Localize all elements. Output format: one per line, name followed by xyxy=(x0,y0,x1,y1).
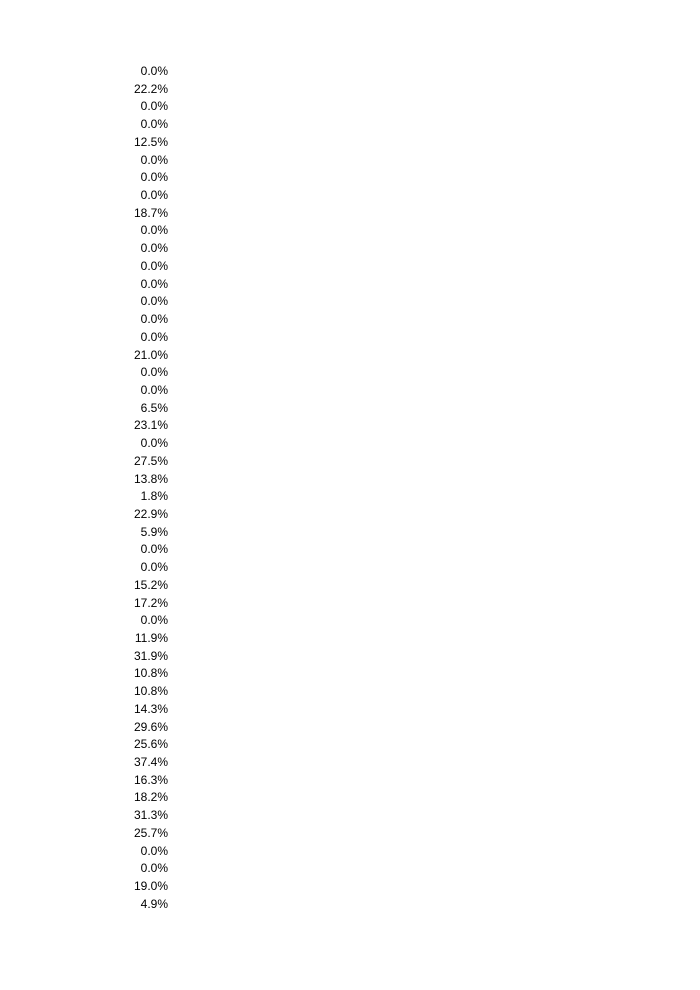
percentage-cell: 0.0% xyxy=(140,365,168,380)
percentage-cell: 11.9% xyxy=(134,631,168,645)
percentage-cell: 37.4% xyxy=(133,755,168,770)
percentage-cell: 12.5% xyxy=(133,134,168,149)
percentage-column xyxy=(100,63,168,914)
percentage-cell: 0.0% xyxy=(140,276,168,291)
percentage-cell: 0.0% xyxy=(140,329,168,344)
percentage-cell: 0.0% xyxy=(140,613,168,628)
percentage-cell: 18.7% xyxy=(133,205,168,220)
percentage-cell: 0.0% xyxy=(140,170,168,185)
percentage-cell: 0.0% xyxy=(140,294,168,309)
percentage-cell: 16.3% xyxy=(133,772,168,787)
percentage-cell: 1.8% xyxy=(140,489,168,504)
percentage-cell: 0.0% xyxy=(140,99,168,114)
percentage-cell: 0.0% xyxy=(140,188,168,203)
percentage-cell: 0.0% xyxy=(140,843,168,858)
percentage-cell: 22.2% xyxy=(133,81,168,96)
percentage-cell: 15.2% xyxy=(133,577,168,592)
percentage-cell: 25.6% xyxy=(133,737,168,752)
percentage-cell: 29.6% xyxy=(133,719,168,734)
percentage-cell: 0.0% xyxy=(140,560,168,575)
percentage-cell: 0.0% xyxy=(140,258,168,273)
percentage-cell: 10.8% xyxy=(133,684,168,699)
percentage-cell: 0.0% xyxy=(140,312,168,327)
percentage-cell: 22.9% xyxy=(133,506,168,521)
percentage-cell: 0.0% xyxy=(140,117,168,132)
percentage-cell: 27.5% xyxy=(133,453,168,468)
percentage-cell: 0.0% xyxy=(140,542,168,557)
percentage-cell: 31.9% xyxy=(133,648,168,663)
percentage-cell: 0.0% xyxy=(140,436,168,451)
percentage-cell: 0.0% xyxy=(140,382,168,397)
percentage-cell: 5.9% xyxy=(140,524,168,539)
percentage-cell: 6.5% xyxy=(140,400,168,415)
percentage-cell: 21.0% xyxy=(133,347,168,362)
percentage-cell: 0.0% xyxy=(140,152,168,167)
percentage-cell: 0.0% xyxy=(140,861,168,876)
percentage-cell: 17.2% xyxy=(133,595,168,610)
percentage-cell: 13.8% xyxy=(133,471,168,486)
percentage-cell: 31.3% xyxy=(133,808,168,823)
percentage-cell: 4.9% xyxy=(140,896,168,911)
percentage-cell: 10.8% xyxy=(133,666,168,681)
percentage-cell: 14.3% xyxy=(133,701,168,716)
percentage-cell: 23.1% xyxy=(133,418,168,433)
percentage-cell: 0.0% xyxy=(140,64,168,78)
percentage-cell: 19.0% xyxy=(133,879,168,894)
percentage-cell: 0.0% xyxy=(140,223,168,238)
percentage-cell: 25.7% xyxy=(133,825,168,840)
percentage-cell: 0.0% xyxy=(140,241,168,256)
percentage-cell: 18.2% xyxy=(133,790,168,805)
